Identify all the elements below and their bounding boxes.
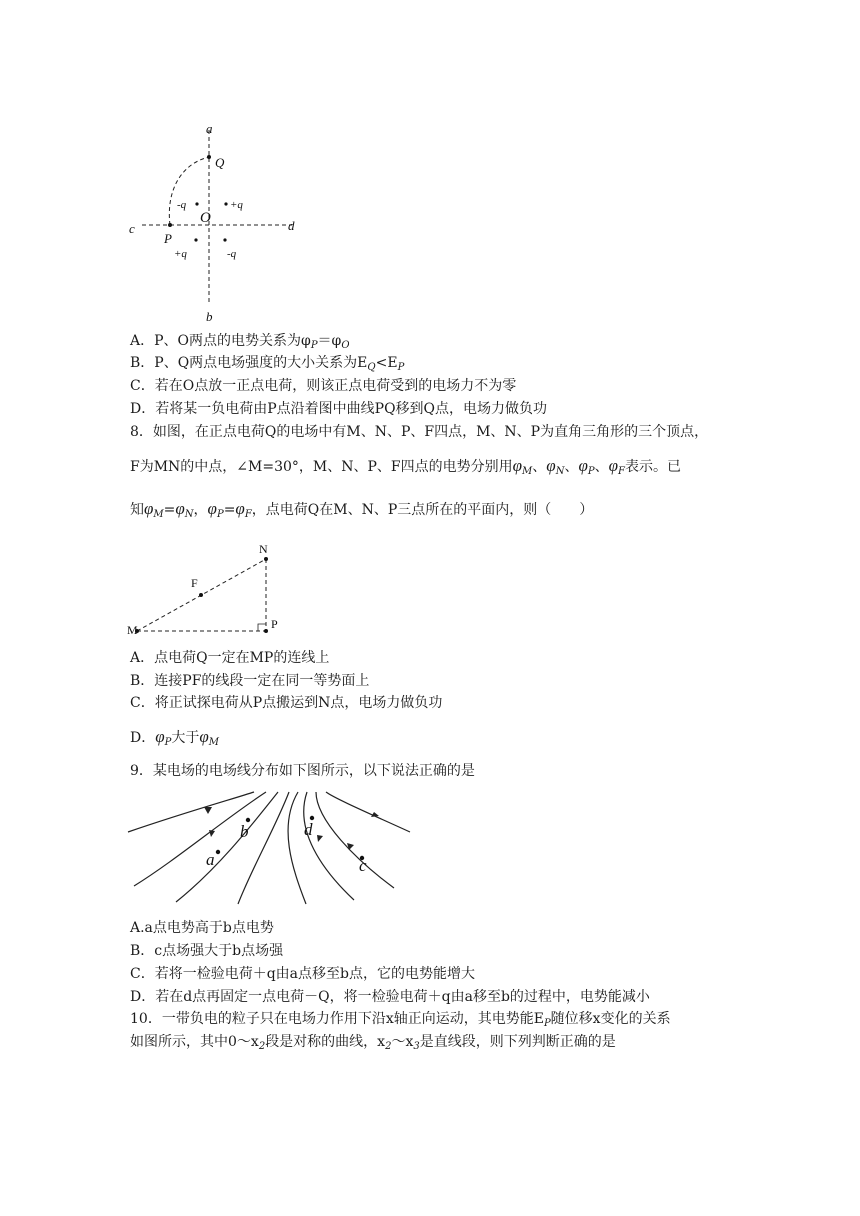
label-pos-q-bl: +q	[174, 248, 187, 260]
label-d: d	[304, 820, 313, 839]
charge-pos-bl	[194, 238, 197, 241]
comma: ，	[193, 502, 208, 518]
charge-pos-tr	[224, 202, 227, 205]
phi-sub-m: M	[153, 509, 164, 520]
label-m: M	[127, 623, 138, 637]
q10-line2-post: 是直线段，则下列判断正确的是	[419, 1034, 616, 1050]
q8-option-d	[130, 727, 219, 753]
q8-option-c: C．将正试探电荷从P点搬运到N点，电场力做负功	[130, 695, 443, 711]
label-neg-q-tl: -q	[177, 199, 187, 211]
label-c: c	[359, 856, 367, 875]
label-neg-q-br: -q	[227, 248, 237, 260]
q7-option-a-mid: ＝φ	[317, 333, 342, 349]
q10-stem-line2	[130, 1032, 616, 1057]
phi-sub-n: N	[184, 509, 194, 520]
separator: 、	[594, 459, 609, 475]
point-p	[168, 223, 172, 227]
q7-option-a-text: A．P、O两点的电势关系为φ	[130, 333, 311, 349]
q7-option-b-sub1: Q	[367, 362, 376, 373]
q7-option-d: D．若将某一负电荷由P点沿着图中曲线PQ移到Q点，电场力做负功	[130, 401, 548, 417]
q8-line3-pre: 知	[130, 502, 144, 518]
q7-option-a-sub1: P	[310, 340, 318, 351]
q7-option-b-sub2: P	[397, 362, 405, 373]
q8-option-d-mid: 大于	[171, 730, 200, 746]
q10-line2-sub3: 3	[413, 1041, 420, 1052]
charge-neg-br	[223, 238, 226, 241]
q8-line2-post: 表示。已	[624, 459, 681, 475]
separator: 、	[564, 459, 579, 475]
q9-option-b: B．c点场强大于b点场强	[130, 943, 284, 959]
label-a: a	[206, 850, 215, 869]
q10-line1-pre: 10．一带负电的粒子只在电场力作用下沿x轴正向运动，其电势能E	[130, 1011, 544, 1027]
q8-option-b: B．连接PF的线段一定在同一等势面上	[130, 673, 370, 689]
q10-line1-post: 随位移x变化的关系	[550, 1011, 671, 1027]
label-pos-q-tr: +q	[230, 199, 243, 211]
field-line-l3	[176, 792, 278, 902]
point-f	[199, 593, 203, 597]
q7-option-c: C．若在O点放一正点电荷，则该正点电荷受到的电场力不为零	[130, 378, 517, 394]
phi-sub-p: P	[216, 509, 224, 520]
q10-line2-mid: 段是对称的曲线，x	[265, 1034, 386, 1050]
charge-neg-tl	[195, 202, 198, 205]
q9-stem: 9．某电场的电场线分布如下图所示，以下说法正确的是	[130, 763, 475, 779]
phi-symbol: φ	[199, 727, 209, 746]
phi-sub-m: M	[208, 737, 220, 748]
point-q	[207, 155, 211, 159]
arrow-l1	[204, 807, 212, 814]
q10-line2-dash: ～x	[391, 1034, 414, 1050]
q8-stem-line2	[130, 456, 681, 482]
arrow-r3	[317, 835, 323, 842]
phi-sub-p: P	[587, 466, 595, 477]
phi-symbol: φ	[155, 727, 165, 746]
q9-option-c: C．若将一检验电荷＋q由a点移至b点，它的电势能增大	[130, 966, 475, 982]
point-n	[264, 557, 268, 561]
q7-figure	[120, 122, 320, 327]
q7-option-b-mid: <E	[375, 355, 398, 371]
label-q-top: Q	[215, 155, 225, 170]
phi-symbol: φ	[144, 499, 154, 518]
q9-figure	[126, 790, 416, 910]
q8-option-a: A．点电荷Q一定在MP的连线上	[130, 650, 330, 666]
label-n: N	[259, 542, 268, 556]
phi-symbol: φ	[175, 499, 185, 518]
field-line-l4	[238, 792, 289, 904]
phi-symbol: φ	[235, 499, 245, 518]
separator: 、	[532, 459, 547, 475]
q7-option-a-sub2: O	[341, 340, 350, 351]
q7-option-b-text: B．P、Q两点电场强度的大小关系为E	[130, 355, 368, 371]
point-a	[216, 850, 220, 854]
phi-sub-f: F	[618, 466, 625, 477]
phi-sub-m: M	[522, 466, 533, 477]
label-p: P	[271, 617, 278, 631]
phi-symbol: φ	[546, 456, 556, 475]
label-b: b	[206, 309, 213, 324]
q8-line2-pre: F为MN的中点，∠M=30°，M、N、P、F四点的电势分别用	[130, 459, 513, 475]
label-f: F	[191, 576, 198, 590]
label-c: c	[129, 221, 135, 236]
q10-line1-sub: P	[543, 1018, 551, 1029]
q10-line2-sub1: 2	[258, 1041, 266, 1052]
q7-option-b	[130, 353, 404, 378]
label-o-center: O	[200, 210, 211, 226]
q8-stem-line1: 8．如图，在正点电荷Q的电场中有M、N、P、F四点，M、N、P为直角三角形的三个顶点，	[130, 424, 709, 440]
phi-sub-f: F	[244, 509, 252, 520]
field-line-r1	[326, 792, 410, 832]
q9-option-d: D．若在d点再固定一点电荷－Q，将一检验电荷＋q由a移至b的过程中，电势能减小	[130, 989, 650, 1005]
phi-symbol: φ	[207, 499, 217, 518]
label-p: P	[164, 231, 172, 246]
arrow-l2	[209, 830, 215, 837]
q8-option-d-prefix: D．	[130, 730, 156, 746]
equals-sign: =	[223, 502, 236, 518]
q9-option-a: A.a点电势高于b点电势	[130, 920, 274, 936]
label-d: d	[288, 218, 295, 233]
phi-symbol: φ	[512, 456, 523, 475]
phi-sub-n: N	[555, 466, 565, 477]
q10-line2-pre: 如图所示，其中0～x	[130, 1034, 259, 1050]
field-line-l1	[128, 792, 254, 832]
q10-line2-sub2: 2	[385, 1041, 392, 1052]
point-p	[264, 629, 268, 633]
label-a: a	[206, 122, 213, 136]
phi-symbol: φ	[578, 456, 588, 475]
equals-sign: =	[163, 502, 176, 518]
phi-sub-p: P	[164, 737, 172, 748]
q8-line3-post: ，点电荷Q在M、N、P三点所在的平面内，则（ ）	[251, 502, 594, 518]
q10-stem-line1	[130, 1009, 671, 1034]
phi-symbol: φ	[608, 456, 618, 475]
label-b: b	[240, 822, 249, 841]
q8-figure	[125, 540, 295, 640]
arrow-r2	[347, 843, 354, 850]
q8-stem-line3	[130, 499, 593, 525]
